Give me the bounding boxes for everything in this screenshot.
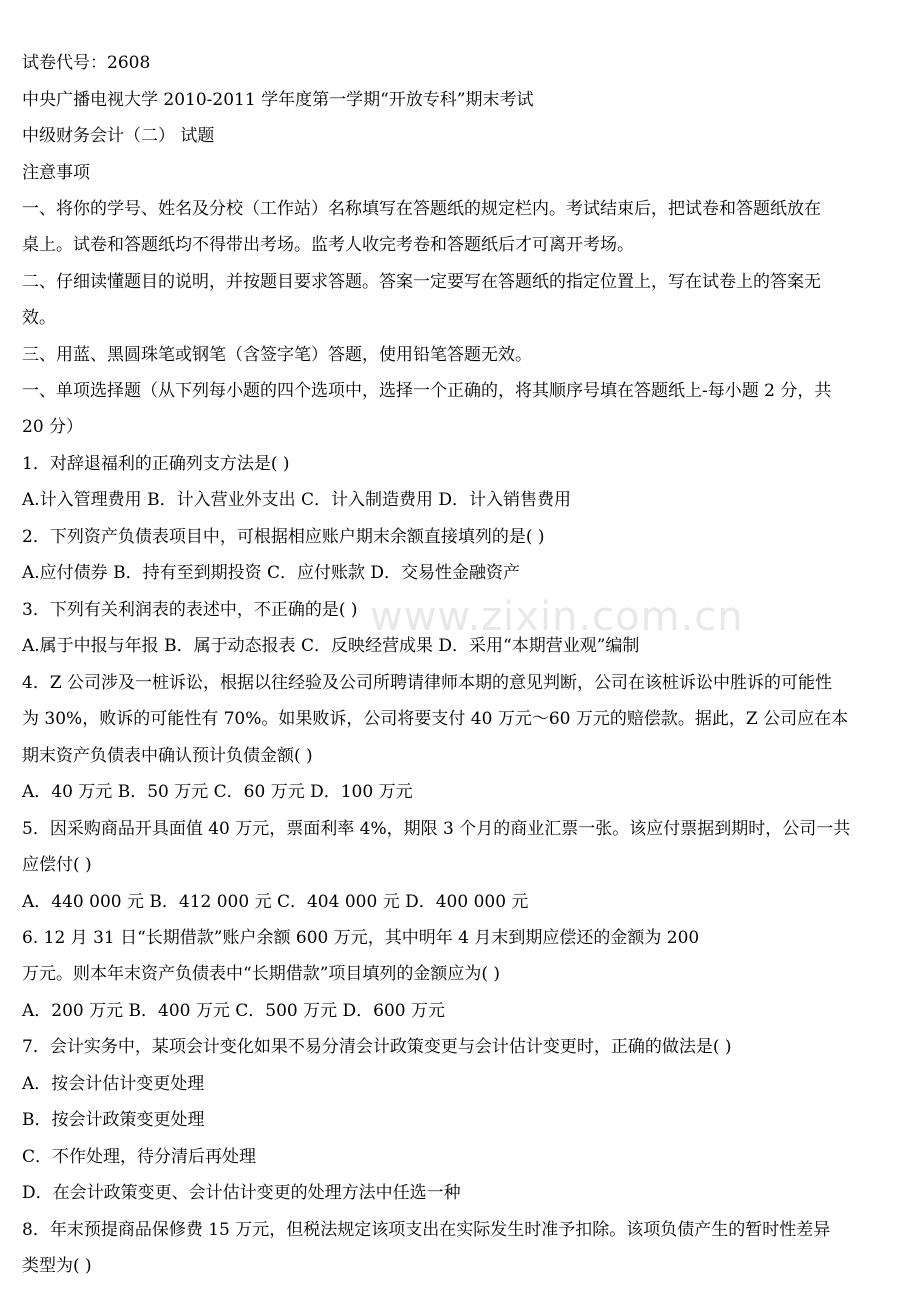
notice-item-1-line-1: 一、将你的学号、姓名及分校（工作站）名称填写在答题纸的规定栏内。考试结束后，把试卷和答题纸放在 (22, 199, 821, 219)
question-3-stem: 3．下列有关利润表的表述中，不正确的是( ) (22, 600, 358, 620)
question-8-stem-line-2: 类型为( ) (22, 1256, 92, 1276)
question-6-stem-line-2: 万元。则本年末资产负债表中“长期借款”项目填列的金额应为( ) (22, 964, 501, 984)
question-5-stem-line-1: 5．因采购商品开具面值 40 万元，票面利率 4%，期限 3 个月的商业汇票一张。该应付票据到期时，公司一共 (22, 819, 851, 839)
question-4-stem-line-2: 为 30%，败诉的可能性有 70%。如果败诉，公司将要支付 40 万元～60 万元的赔偿款。据此，Z 公司应在本 (22, 709, 849, 729)
paper-code: 试卷代号：2608 (22, 53, 151, 73)
notice-item-3: 三、用蓝、黑圆珠笔或钢笔（含签字笔）答题，使用铅笔答题无效。 (22, 345, 532, 365)
question-4-stem-line-3: 期末资产负债表中确认预计负债金额( ) (22, 746, 313, 766)
watermark: www.zixin.com.cn (370, 594, 744, 640)
question-1-stem: 1．对辞退福利的正确列支方法是( ) (22, 454, 290, 474)
question-2-stem: 2．下列资产负债表项目中，可根据相应账户期末余额直接填列的是( ) (22, 527, 545, 547)
notice-item-1-line-2: 桌上。试卷和答题纸均不得带出考场。监考人收完考卷和答题纸后才可离开考场。 (22, 235, 634, 255)
question-4-options: A．40 万元 B．50 万元 C．60 万元 D．100 万元 (22, 782, 413, 802)
question-2-options: A.应付债券 B．持有至到期投资 C．应付账款 D．交易性金融资产 (22, 563, 521, 583)
question-7-option-b: B．按会计政策变更处理 (22, 1110, 205, 1130)
section-1-title-line-2: 20 分） (22, 417, 84, 437)
question-6-options: A．200 万元 B．400 万元 C．500 万元 D．600 万元 (22, 1001, 446, 1021)
question-7-stem: 7．会计实务中，某项会计变化如果不易分清会计政策变更与会计估计变更时，正确的做法是( ) (22, 1037, 732, 1057)
question-6-stem-line-1: 6. 12 月 31 日“长期借款”账户余额 600 万元，其中明年 4 月末到期应偿还的金额为 200 (22, 928, 700, 948)
exam-title: 中央广播电视大学 2010-2011 学年度第一学期“开放专科”期末考试 (22, 90, 534, 110)
notice-title: 注意事项 (22, 163, 90, 183)
question-1-options: A.计入管理费用 B．计入营业外支出 C．计入制造费用 D．计入销售费用 (22, 490, 572, 510)
question-5-stem-line-2: 应偿付( ) (22, 855, 92, 875)
question-5-options: A．440 000 元 B．412 000 元 C．404 000 元 D．400 000 元 (22, 892, 529, 912)
notice-item-2-line-1: 二、仔细读懂题目的说明，并按题目要求答题。答案一定要写在答题纸的指定位置上，写在试卷上的答案无 (22, 272, 821, 292)
question-7-option-a: A．按会计估计变更处理 (22, 1074, 205, 1094)
question-7-option-d: D．在会计政策变更、会计估计变更的处理方法中任选一种 (22, 1183, 461, 1203)
question-8-stem-line-1: 8．年末预提商品保修费 15 万元，但税法规定该项支出在实际发生时准予扣除。该项负债产生的暂时性差异 (22, 1220, 831, 1240)
question-7-option-c: C．不作处理，待分清后再处理 (22, 1147, 257, 1167)
question-3-options: A.属于中报与年报 B．属于动态报表 C．反映经营成果 D．采用“本期营业观”编制 (22, 636, 640, 656)
notice-item-2-line-2: 效。 (22, 308, 56, 328)
subject-title: 中级财务会计（二） 试题 (22, 126, 215, 146)
section-1-title-line-1: 一、单项选择题（从下列每小题的四个选项中，选择一个正确的，将其顺序号填在答题纸上-每小题 2 分，共 (22, 381, 832, 401)
question-4-stem-line-1: 4．Z 公司涉及一桩诉讼，根据以往经验及公司所聘请律师本期的意见判断，公司在该桩诉讼中胜诉的可能性 (22, 673, 833, 693)
